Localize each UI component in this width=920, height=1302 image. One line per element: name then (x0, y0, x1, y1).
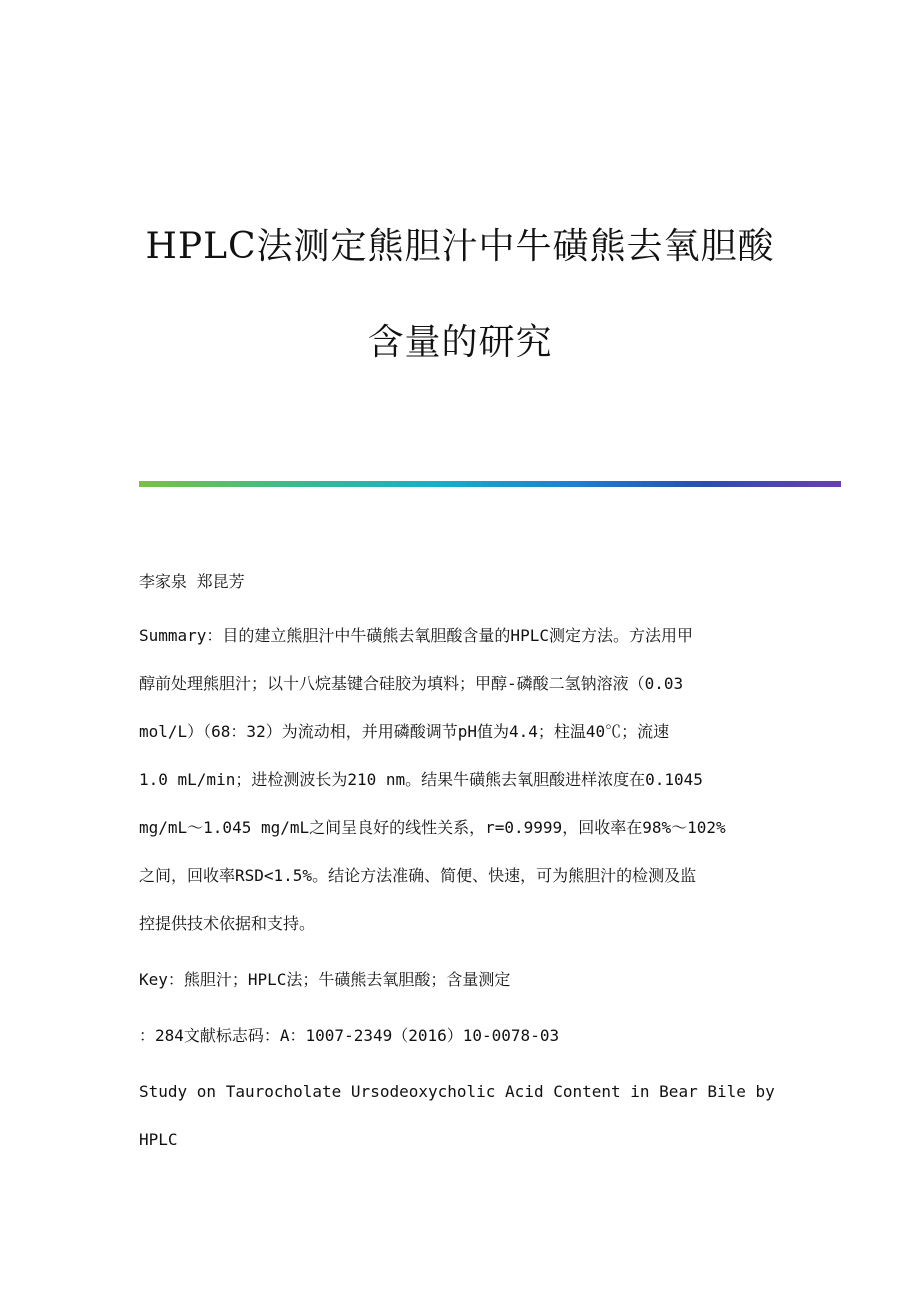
english-title-line: Study on Taurocholate Ursodeoxycholic Acid Content in Bear Bile by (139, 1082, 775, 1101)
summary-line: 醇前处理熊胆汁；以十八烷基键合硅胶为填料；甲醇-磷酸二氢钠溶液（0.03 (139, 674, 684, 693)
summary-line: mg/mL～1.045 mg/mL之间呈良好的线性关系，r=0.9999，回收率在98%～102% (139, 818, 726, 837)
english-title (139, 1068, 779, 1164)
authors: 李家泉 郑昆芳 (139, 572, 245, 591)
summary-line: 1.0 mL/min；进检测波长为210 nm。结果牛磺熊去氧胆酸进样浓度在0.1045 (139, 770, 703, 789)
summary-line: 控提供技术依据和支持。 (139, 914, 316, 933)
classification-line: ：284文献标志码：A：1007-2349（2016）10-0078-03 (139, 1026, 560, 1045)
summary-line: Summary：目的建立熊胆汁中牛磺熊去氧胆酸含量的HPLC测定方法。方法用甲 (139, 626, 693, 645)
title-line-2: 含量的研究 (367, 322, 553, 363)
summary-paragraph (139, 612, 779, 948)
english-title-line: HPLC (139, 1130, 178, 1149)
gradient-divider (139, 481, 841, 487)
summary-line: 之间，回收率RSD<1.5%。结论方法准确、简便、快速，可为熊胆汁的检测及监 (139, 866, 697, 885)
title-line-1: HPLC法测定熊胆汁中牛磺熊去氧胆酸 (145, 226, 775, 267)
keywords: Key：熊胆汁；HPLC法；牛磺熊去氧胆酸；含量测定 (139, 970, 511, 989)
summary-line: mol/L）（68：32）为流动相，并用磷酸调节pH值为4.4；柱温40℃；流速 (139, 722, 670, 741)
